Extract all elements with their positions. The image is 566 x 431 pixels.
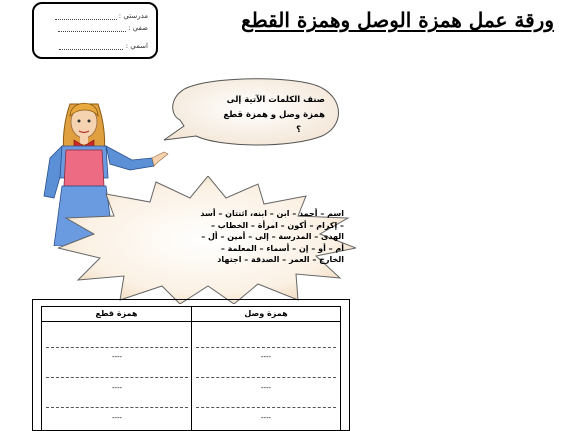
answer-line[interactable] — [46, 377, 188, 378]
answer-cell[interactable]: ---- — [260, 353, 272, 361]
word-bank-text — [100, 208, 344, 270]
name-field[interactable] — [59, 42, 148, 50]
instruction-line: ؟ — [296, 125, 301, 135]
instruction-line: صنف الكلمات الآتية إلى — [226, 95, 325, 105]
word-bank-line: الخارج – العمر – الصدقة – اجتهاد — [217, 255, 344, 264]
word-bank-line: أم – أو – إن – أسماء – المعلمة – — [220, 243, 344, 253]
header-hamzat-wasl: همزة وصل — [192, 307, 340, 322]
instruction-line: همزة وصل و همزة قطع — [223, 110, 325, 120]
name-label: اسمي : — [125, 42, 148, 50]
answer-line[interactable] — [46, 407, 188, 408]
class-field[interactable] — [58, 24, 148, 32]
page-title: ورقة عمل همزة الوصل وهمزة القطع — [241, 8, 554, 32]
answer-cell[interactable]: ---- — [111, 414, 123, 422]
student-info-box — [32, 2, 158, 59]
answer-line[interactable] — [196, 377, 336, 378]
answer-cell[interactable]: ---- — [111, 353, 123, 361]
answer-cell[interactable]: ---- — [111, 384, 123, 392]
class-label: صفي : — [128, 24, 148, 32]
word-bank-line: اسم – أحمد – ابن – ابنه، اثنتان – أسد — [200, 209, 344, 218]
word-bank-line: الهدى – المدرسة – إلى – أمين – أل – — [201, 232, 344, 241]
answer-cell[interactable]: ---- — [260, 414, 272, 422]
word-bank-line: – إكرام – أكون – امرأة – الخطاب – — [211, 220, 344, 230]
answer-line[interactable] — [46, 347, 188, 348]
answer-line[interactable] — [196, 407, 336, 408]
instruction-text — [175, 93, 325, 138]
school-label: مدرستي : — [118, 12, 148, 20]
answer-cell[interactable]: ---- — [260, 384, 272, 392]
answer-line[interactable] — [196, 347, 336, 348]
school-field[interactable] — [55, 12, 148, 20]
classification-table — [41, 306, 341, 431]
header-hamzat-qat: همزة قطع — [42, 307, 191, 322]
classification-table-frame — [32, 299, 350, 431]
